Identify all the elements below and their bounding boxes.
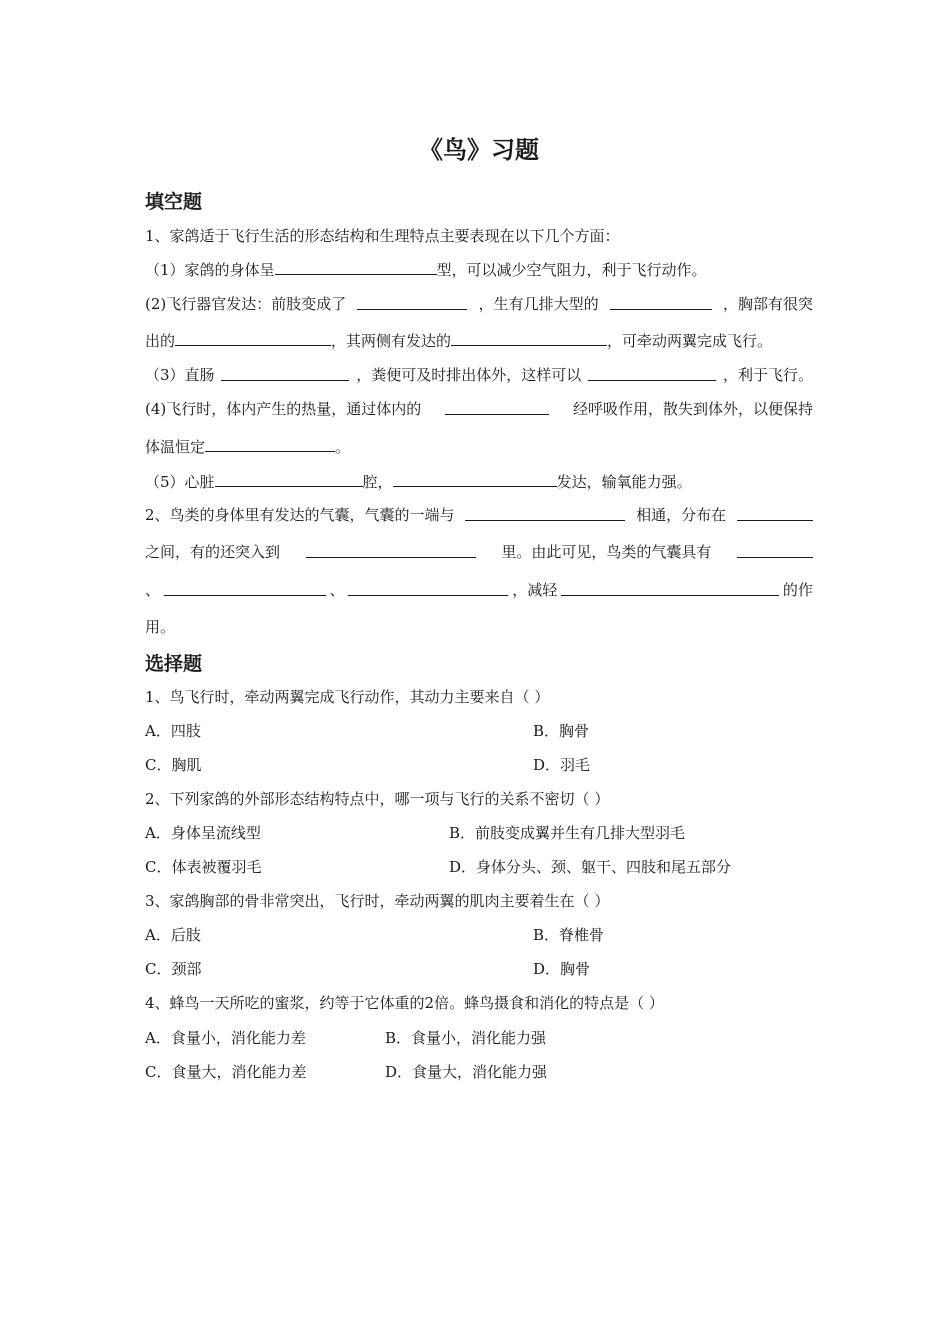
text: ，粪便可及时排出体外，这样可以	[356, 366, 582, 384]
fill-q1-part4-line1	[145, 399, 813, 419]
text: （1）家鸽的身体呈	[145, 261, 275, 279]
text: 腔，	[362, 473, 393, 491]
text: ，生有几排大型的	[478, 295, 599, 313]
text: 之间，有的还突入到	[145, 543, 281, 561]
text: 、	[329, 581, 345, 599]
choice-section-heading: 选择题	[145, 653, 203, 675]
choice-q2-option-c[interactable]: C．体表被覆羽毛	[145, 858, 262, 876]
fill-q1-part3	[145, 365, 813, 385]
answer-blank[interactable]	[221, 365, 349, 381]
choice-q3-option-c[interactable]: C．颈部	[145, 960, 202, 978]
answer-blank[interactable]	[445, 399, 549, 415]
fill-q1-stem: 1、家鸽适于飞行生活的形态结构和生理特点主要表现在以下几个方面：	[145, 227, 620, 245]
text: 出的	[145, 332, 176, 350]
choice-q2-option-b[interactable]: B．前肢变成翼并生有几排大型羽毛	[449, 824, 686, 842]
answer-blank[interactable]	[737, 542, 813, 558]
text: （5）心脏	[145, 473, 215, 491]
choice-q4-option-b[interactable]: B．食量小，消化能力强	[385, 1029, 547, 1047]
answer-blank[interactable]	[451, 330, 607, 346]
answer-blank[interactable]	[215, 471, 363, 487]
answer-blank[interactable]	[175, 330, 331, 346]
answer-blank[interactable]	[205, 436, 335, 452]
answer-blank[interactable]	[306, 542, 476, 558]
text: 。	[335, 438, 351, 456]
fill-q2-line1	[145, 505, 813, 525]
text: 里。由此可见，鸟类的气囊具有	[501, 543, 712, 561]
answer-blank[interactable]	[561, 580, 779, 596]
answer-blank[interactable]	[610, 294, 712, 310]
text: ，可牵动两翼完成飞行。	[607, 332, 773, 350]
fill-q1-part2-line1	[145, 294, 813, 314]
fill-q1-part4-line2	[145, 436, 813, 457]
text: 的作	[782, 581, 813, 599]
answer-blank[interactable]	[357, 294, 467, 310]
text: （3）直肠	[145, 366, 215, 384]
answer-blank[interactable]	[275, 259, 437, 275]
answer-blank[interactable]	[348, 580, 508, 596]
text: (2)飞行器官发达：前肢变成了	[145, 295, 347, 313]
fill-q1-part2-line2	[145, 330, 813, 351]
choice-q1-option-c[interactable]: C．胸肌	[145, 756, 202, 774]
choice-q1-option-d[interactable]: D．羽毛	[533, 756, 591, 774]
choice-q3-option-d[interactable]: D．胸骨	[533, 960, 591, 978]
text: ，减轻	[512, 581, 558, 599]
text: 型，可以减少空气阻力，利于飞行动作。	[436, 261, 707, 279]
fill-section-heading: 填空题	[145, 191, 203, 213]
text: ，胸部有很突	[722, 295, 813, 313]
answer-blank[interactable]	[393, 471, 557, 487]
text: 经呼吸作用，散失到体外，以便保持	[572, 400, 813, 418]
text: 发达，输氧能力强。	[556, 473, 692, 491]
fill-q2-line2	[145, 542, 813, 562]
text: 2、鸟类的身体里有发达的气囊，气囊的一端与	[145, 506, 455, 524]
text: ，其两侧有发达的	[331, 332, 452, 350]
choice-q4-option-a[interactable]: A．食量小，消化能力差	[145, 1029, 306, 1047]
choice-q1-stem: 1、鸟飞行时，牵动两翼完成飞行动作，其动力主要来自（ ）	[145, 688, 550, 706]
choice-q1-option-b[interactable]: B．胸骨	[533, 722, 590, 740]
text: 体温恒定	[145, 438, 206, 456]
choice-q4-option-c[interactable]: C．食量大，消化能力差	[145, 1063, 307, 1081]
answer-blank[interactable]	[588, 365, 716, 381]
choice-q4-option-d[interactable]: D．食量大，消化能力强	[385, 1063, 548, 1081]
text: 、	[145, 581, 161, 599]
fill-q1-part5	[145, 471, 813, 492]
choice-q4-stem: 4、蜂鸟一天所吃的蜜浆，约等于它体重的2倍。蜂鸟摄食和消化的特点是（ ）	[145, 994, 664, 1012]
text: 相通，分布在	[636, 506, 727, 524]
fill-q1-part1	[145, 259, 813, 280]
choice-q2-option-a[interactable]: A．身体呈流线型	[145, 824, 261, 842]
choice-q3-option-b[interactable]: B．脊椎骨	[533, 926, 605, 944]
choice-q3-option-a[interactable]: A．后肢	[145, 926, 201, 944]
text: ，利于飞行。	[722, 366, 813, 384]
choice-q1-option-a[interactable]: A．四肢	[145, 722, 201, 740]
choice-q2-option-d[interactable]: D．身体分头、颈、躯干、四肢和尾五部分	[449, 858, 732, 876]
page-title: 《鸟》习题	[419, 136, 539, 164]
choice-q2-stem: 2、下列家鸽的外部形态结构特点中，哪一项与飞行的关系不密切（ ）	[145, 790, 610, 808]
answer-blank[interactable]	[465, 505, 625, 521]
fill-q2-line4: 用。	[145, 618, 176, 636]
fill-q2-line3	[145, 580, 813, 600]
text: (4)飞行时，体内产生的热量，通过体内的	[145, 400, 422, 418]
answer-blank[interactable]	[737, 505, 813, 521]
answer-blank[interactable]	[164, 580, 326, 596]
choice-q3-stem: 3、家鸽胸部的骨非常突出，飞行时，牵动两翼的肌肉主要着生在（ ）	[145, 892, 610, 910]
